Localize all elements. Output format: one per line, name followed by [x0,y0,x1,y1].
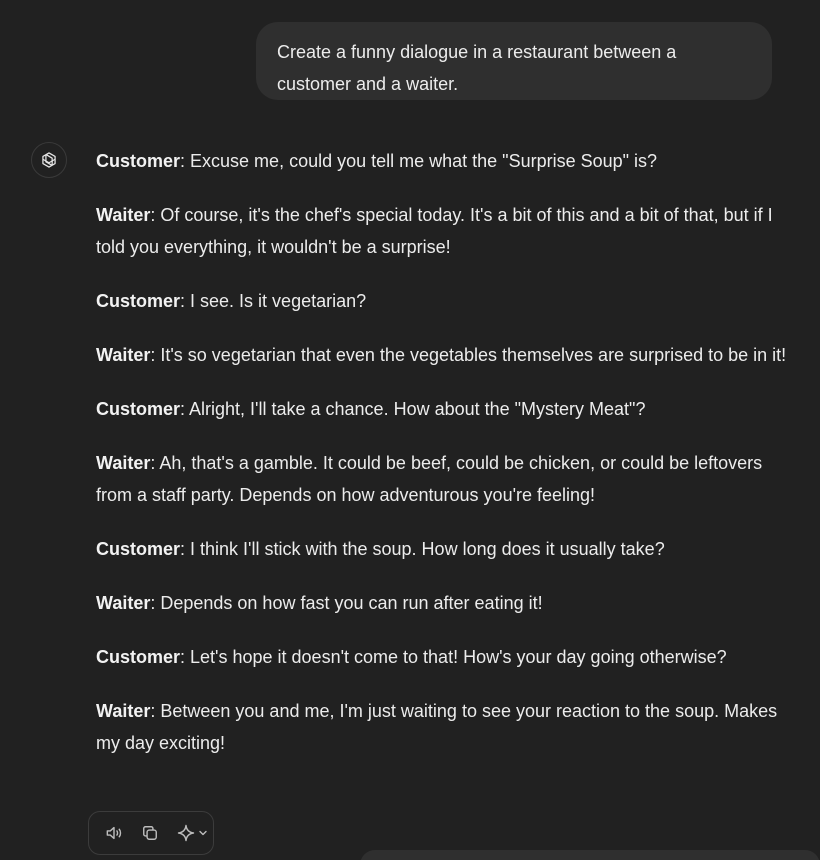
dialogue-line [96,695,796,759]
speaker-name: Customer [96,399,181,419]
sparkle-icon [176,823,196,843]
dialogue-text: Ah, that's a gamble. It could be beef, could be chicken, or could be leftovers from a staff party. Depends on how adventurous you're feeling! [96,453,763,505]
speaker-separator: : [180,539,191,559]
openai-logo-icon [39,150,59,170]
speaker-separator: : [150,345,161,365]
dialogue-text: It's so vegetarian that even the vegetables themselves are surprised to be in it! [160,345,787,365]
dialogue-line [96,285,796,317]
speaker-separator: : [180,291,191,311]
speaker-name: Waiter [96,345,151,365]
dialogue-line [96,641,796,673]
dialogue-text: I see. Is it vegetarian? [190,291,367,311]
dialogue-line [96,339,796,371]
dialogue-text: Between you and me, I'm just waiting to see your reaction to the soup. Makes my day exciting! [96,701,778,753]
message-composer[interactable] [360,850,820,860]
speaker-name: Waiter [96,701,151,721]
user-message-bubble [256,22,772,100]
dialogue-text: Of course, it's the chef's special today. It's a bit of this and a bit of that, but if I told you everything, it wouldn't be a surprise! [96,205,773,257]
assistant-message [96,145,796,781]
speaker-name: Customer [96,151,181,171]
speaker-separator: : [180,647,191,667]
speaker-separator: : [150,205,161,225]
dialogue-line [96,533,796,565]
copy-icon [140,823,160,843]
dialogue-line [96,447,796,511]
dialogue-text: I think I'll stick with the soup. How long does it usually take? [190,539,665,559]
speaker-separator: : [150,701,161,721]
speaker-icon [104,823,124,843]
dialogue-text: Let's hope it doesn't come to that! How's your day going otherwise? [190,647,727,667]
dialogue-text: Depends on how fast you can run after eating it! [160,593,543,613]
speaker-separator: : [150,593,161,613]
dialogue-text: Alright, I'll take a chance. How about the "Mystery Meat"? [189,399,646,419]
speaker-name: Waiter [96,593,151,613]
user-message-line: customer and a waiter. [277,74,459,94]
speaker-name: Customer [96,647,181,667]
speaker-name: Waiter [96,453,151,473]
speaker-name: Customer [96,291,181,311]
speaker-name: Customer [96,539,181,559]
dialogue-line [96,199,796,263]
speaker-separator: : [180,151,191,171]
chevron-down-icon [198,828,208,838]
read-aloud-button[interactable] [100,819,128,847]
dialogue-line [96,393,796,425]
dialogue-text: Excuse me, could you tell me what the "Surprise Soup" is? [190,151,658,171]
speaker-name: Waiter [96,205,151,225]
dialogue-line [96,145,796,177]
message-action-bar [88,811,214,855]
speaker-separator: : [150,453,160,473]
speaker-separator: : [180,399,190,419]
dialogue-line [96,587,796,619]
assistant-avatar [31,142,67,178]
copy-button[interactable] [136,819,164,847]
user-message-line: Create a funny dialogue in a restaurant between a [277,42,677,62]
switch-model-button[interactable] [172,819,212,847]
